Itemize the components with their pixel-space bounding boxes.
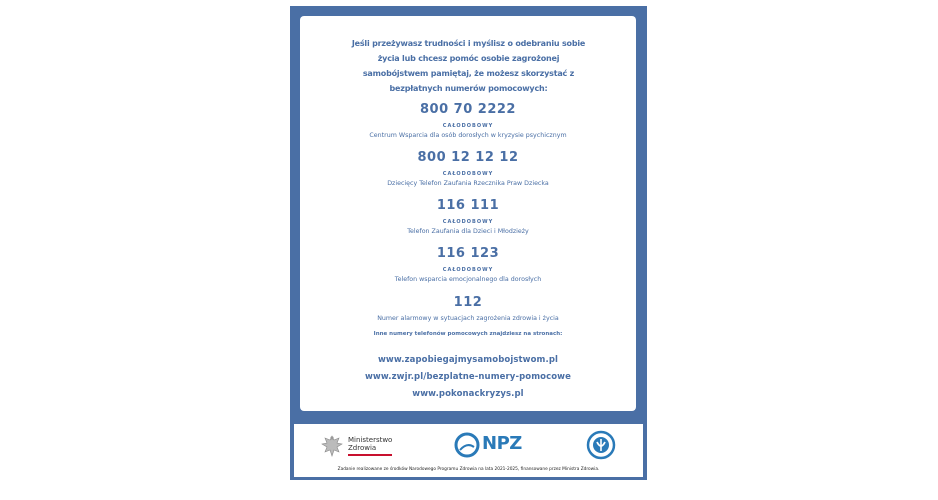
- helpline-number: 112: [453, 295, 483, 310]
- ministry-red-line: [348, 454, 392, 456]
- ministry-name-line1: Ministerstwo: [348, 436, 393, 444]
- funding-caption: Zadanie realizowane ze środków Narodowego Programu Zdrowia na lata 2021-2025, finansowane przez Ministra Zdrowia.: [337, 467, 600, 472]
- helpline-number: 800 70 2222: [420, 102, 516, 117]
- helpline-entry: [300, 102, 636, 141]
- institute-seal-logo: [586, 430, 616, 464]
- availability-tag: CAŁODOBOWY: [442, 219, 494, 225]
- websites-list: [300, 352, 636, 403]
- helpline-card: [300, 16, 636, 411]
- seal-icon: [586, 430, 616, 460]
- footer: [294, 424, 643, 477]
- eagle-emblem-icon: [320, 434, 344, 460]
- helpline-number: 116 111: [436, 198, 500, 213]
- helpline-number: 116 123: [436, 246, 500, 261]
- other-numbers-text: Inne numery telefonów pomocowych znajdziesz na stronach:: [373, 331, 563, 337]
- helpline-description: Numer alarmowy w sytuacjach zagrożenia zdrowia i życia: [377, 315, 559, 322]
- helpline-number: 800 12 12 12: [417, 150, 519, 165]
- helpline-entry: [300, 295, 636, 324]
- helpline-description: Telefon Zaufania dla Dzieci i Młodzieży: [407, 228, 529, 235]
- ministry-logo: [320, 430, 410, 462]
- poster: [290, 6, 647, 480]
- website-link[interactable]: www.pokonackryzys.pl: [412, 389, 524, 399]
- npz-logo: [454, 432, 529, 460]
- ministry-name-line2: Zdrowia: [348, 444, 377, 452]
- helpline-description: Telefon wsparcia emocjonalnego dla dorosłych: [394, 276, 542, 283]
- npz-label: NPZ: [482, 433, 522, 454]
- helpline-entry: [300, 150, 636, 189]
- helpline-description: Dziecięcy Telefon Zaufania Rzecznika Praw Dziecka: [387, 180, 549, 187]
- website-link[interactable]: www.zwjr.pl/bezplatne-numery-pomocowe: [364, 372, 571, 382]
- availability-tag: CAŁODOBOWY: [442, 171, 494, 177]
- intro-text: Jeśli przeżywasz trudności i myślisz o odebraniu sobie życia lub chcesz pomóc osobie zagrożonej samobójstwem pamiętaj, że możesz skorzystać z bezpłatnych numerów pomocowych:: [351, 39, 586, 93]
- website-link[interactable]: www.zapobiegajmysamobojstwom.pl: [377, 355, 559, 365]
- availability-tag: CAŁODOBOWY: [442, 267, 494, 273]
- footer-logos: [294, 424, 643, 464]
- helpline-description: Centrum Wsparcia dla osób dorosłych w kryzysie psychicznym: [369, 132, 567, 139]
- helpline-entry: [300, 246, 636, 285]
- npz-swirl-icon: [454, 432, 480, 458]
- helpline-entry: [300, 198, 636, 237]
- availability-tag: CAŁODOBOWY: [442, 123, 494, 129]
